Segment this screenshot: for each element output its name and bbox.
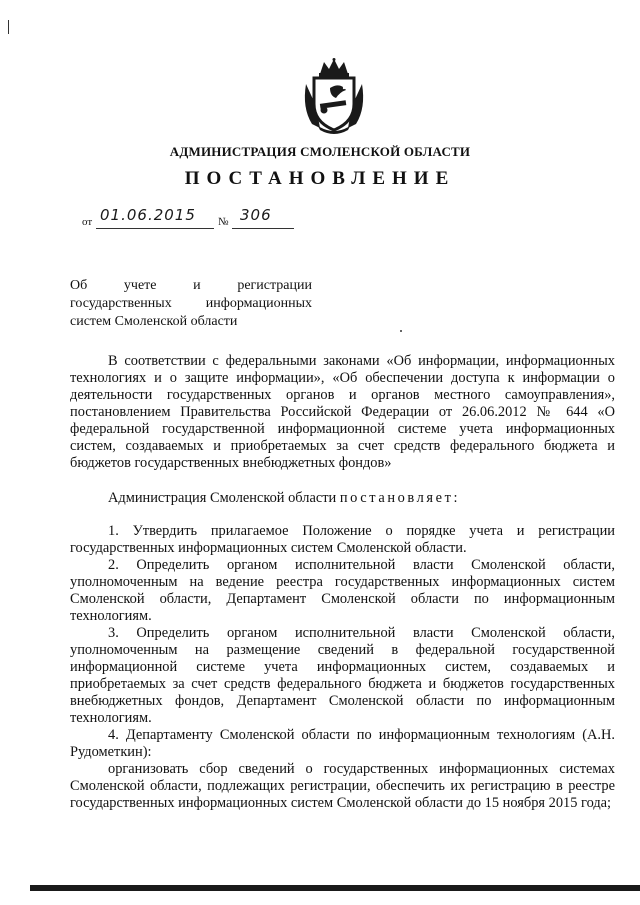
document-type-title: ПОСТАНОВЛЕНИЕ: [184, 168, 456, 189]
handwritten-date: 01.06.2015: [100, 206, 196, 224]
preamble-paragraph: В соответствии с федеральными законами «Об информации, информационных технологиях и о защите информации», «Об обеспечении доступа к информации о деятельности государственных органов и органов местного самоуправления», постановлением Правительства Российской Федерации от 26.06.2012 № 644 «О федеральной государственной информационной системе учета информационных систем, создаваемых и приобретаемых за счет средств федерального бюджета и бюджетов государственных внебюджетных фондов»: [70, 353, 615, 471]
scan-bottom-edge: [30, 885, 640, 891]
resolve-word: постановляет:: [339, 490, 461, 506]
number-prefix: №: [218, 216, 229, 228]
item-2: 2. Определить органом исполнительной власти Смоленской области, уполномоченным на ведение реестра государственных информационных систем Смоленской области, Департамент Смоленской области по информационным технологиям.: [70, 557, 615, 624]
subject-block: [70, 277, 312, 331]
resolve-prefix: Администрация Смоленской области: [108, 490, 337, 506]
organization-name: АДМИНИСТРАЦИЯ СМОЛЕНСКОЙ ОБЛАСТИ: [169, 144, 471, 159]
item-4: 4. Департаменту Смоленской области по информационным технологиям (А.Н. Рудометкин):: [70, 727, 615, 760]
date-prefix: от: [82, 216, 93, 228]
item-1: 1. Утвердить прилагаемое Положение о порядке учета и регистрации государственных информационных систем Смоленской области.: [70, 523, 615, 556]
date-underline: [96, 228, 214, 229]
resolve-paragraph: [70, 490, 615, 507]
subject-line: систем Смоленской области: [70, 314, 238, 329]
scan-speck: [400, 330, 402, 332]
document-body: [70, 353, 615, 812]
subject-line: Об учете и регистрации: [70, 278, 312, 293]
item-3: 3. Определить органом исполнительной власти Смоленской области, уполномоченным на размещение сведений в федеральной государственной информационной системе учета информационных систем, создаваемых и приобретаемых за счет средств федерального бюджета и бюджетов государственных внебюджетных фондов, Департамент Смоленской области по информационным технологиям.: [70, 625, 615, 726]
handwritten-number: 306: [240, 206, 272, 224]
smolensk-coat-of-arms-icon: [300, 58, 368, 134]
scan-margin-mark: [8, 20, 9, 34]
subject-line: государственных информационных: [70, 296, 312, 311]
number-underline: [232, 228, 294, 229]
item-4-subitem: организовать сбор сведений о государственных информационных системах Смоленской области, подлежащих регистрации, обеспечить их регистрацию в реестре государственных информационных систем Смоленской области до 15 ноября 2015 года;: [70, 761, 615, 811]
